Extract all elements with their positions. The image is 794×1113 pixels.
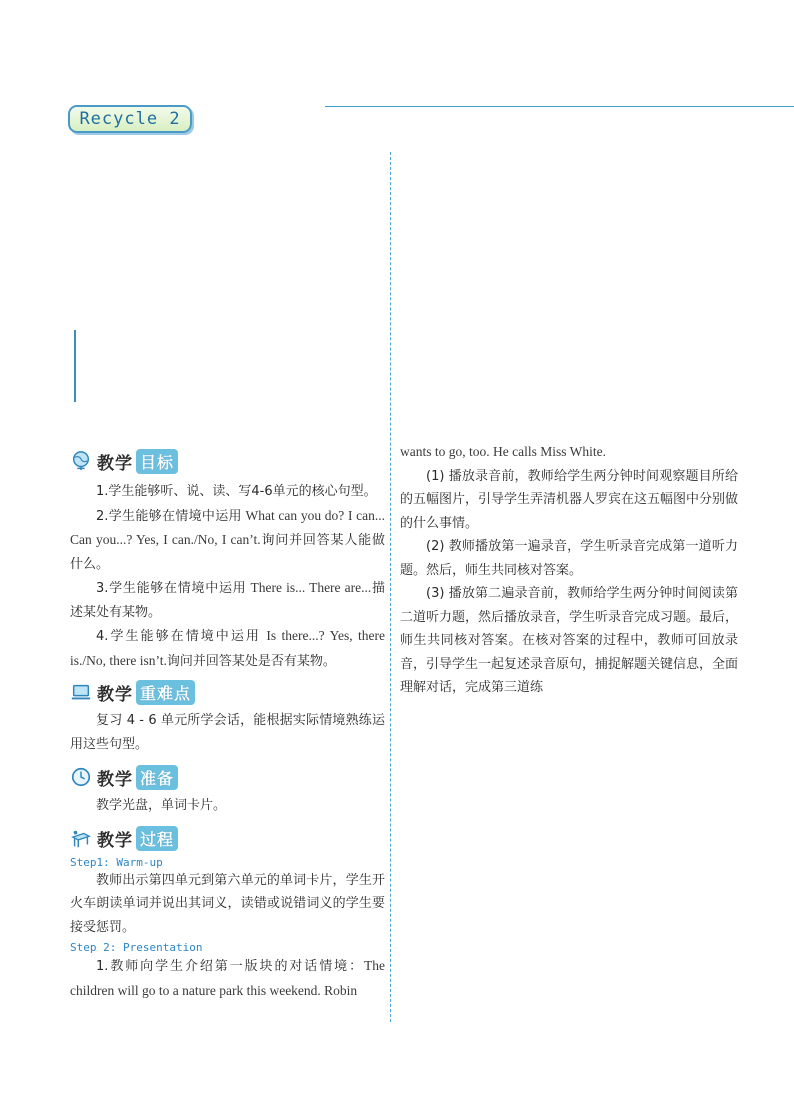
step1-label: Step1: Warm-up bbox=[70, 855, 163, 869]
right-continuation-line: wants to go, too. He calls Miss White. bbox=[400, 444, 606, 459]
section-prep-heading bbox=[70, 764, 385, 790]
column-divider bbox=[390, 152, 391, 1022]
desk-icon bbox=[70, 828, 92, 850]
side-accent-bar bbox=[74, 330, 76, 402]
step1-text: 教师出示第四单元到第六单元的单词卡片，学生开火车朗读单词并说出其词义，读错或说错词义的学生要接受惩罚。 bbox=[70, 872, 385, 935]
section-title: 教学 bbox=[97, 684, 133, 705]
section-tag: 准备 bbox=[136, 765, 178, 790]
section-title: 教学 bbox=[97, 831, 133, 851]
laptop-icon bbox=[70, 681, 92, 703]
section-goals-heading bbox=[70, 448, 385, 474]
prep-text: 教学光盘，单词卡片。 bbox=[96, 798, 227, 813]
section-title: 教学 bbox=[97, 769, 133, 790]
goal-item: 1.学生能够听、说、读、写4-6单元的核心句型。 bbox=[96, 484, 377, 499]
globe-icon bbox=[70, 450, 92, 472]
step2-text: 1.教师向学生介绍第一版块的对话情境：The children will go to a nature park this weekend. Robin bbox=[70, 958, 385, 998]
section-tag: 目标 bbox=[136, 449, 178, 474]
header-rule bbox=[325, 106, 794, 107]
left-column bbox=[70, 448, 385, 1003]
section-process-heading bbox=[70, 826, 385, 852]
right-paragraph-3: (3) 播放第二遍录音前，教师给学生两分钟时间阅读第二道听力题，然后播放录音，学生听录音完成习题。最后，师生共同核对答案。在核对答案的过程中，教师可回放录音，引导学生一起复述录音原句，捕捉解题关键信息，全面理解对话，完成第三道练 bbox=[400, 586, 739, 695]
goal-item: 3.学生能够在情境中运用 There is... There are...描述某处有某物。 bbox=[70, 580, 385, 620]
section-keypoints-heading bbox=[70, 679, 385, 705]
right-paragraph-1: (1) 播放录音前，教师给学生两分钟时间观察题目所给的五幅图片，引导学生弄清机器人罗宾在这五幅图中分别做的什么事情。 bbox=[400, 468, 739, 531]
goal-item: 4.学生能够在情境中运用 Is there...? Yes, there is./No, there isn’t.询问并回答某处是否有某物。 bbox=[70, 628, 385, 669]
clock-icon bbox=[70, 766, 92, 788]
recycle-badge: Recycle 2 bbox=[68, 105, 192, 133]
right-paragraph-2: (2) 教师播放第一遍录音，学生听录音完成第一道听力题。然后，师生共同核对答案。 bbox=[400, 539, 738, 578]
goal-item: 2.学生能够在情境中运用 What can you do? I can... Can you...? Yes, I can./No, I can’t.询问并回答某人能做什么。 bbox=[70, 507, 385, 572]
right-column bbox=[400, 440, 738, 700]
section-tag: 重难点 bbox=[136, 680, 195, 705]
section-tag: 过程 bbox=[136, 826, 178, 851]
step2-label: Step 2: Presentation bbox=[70, 941, 203, 954]
keypoints-text: 复习 4 - 6 单元所学会话，能根据实际情境熟练运用这些句型。 bbox=[70, 713, 385, 752]
section-title: 教学 bbox=[97, 453, 133, 474]
